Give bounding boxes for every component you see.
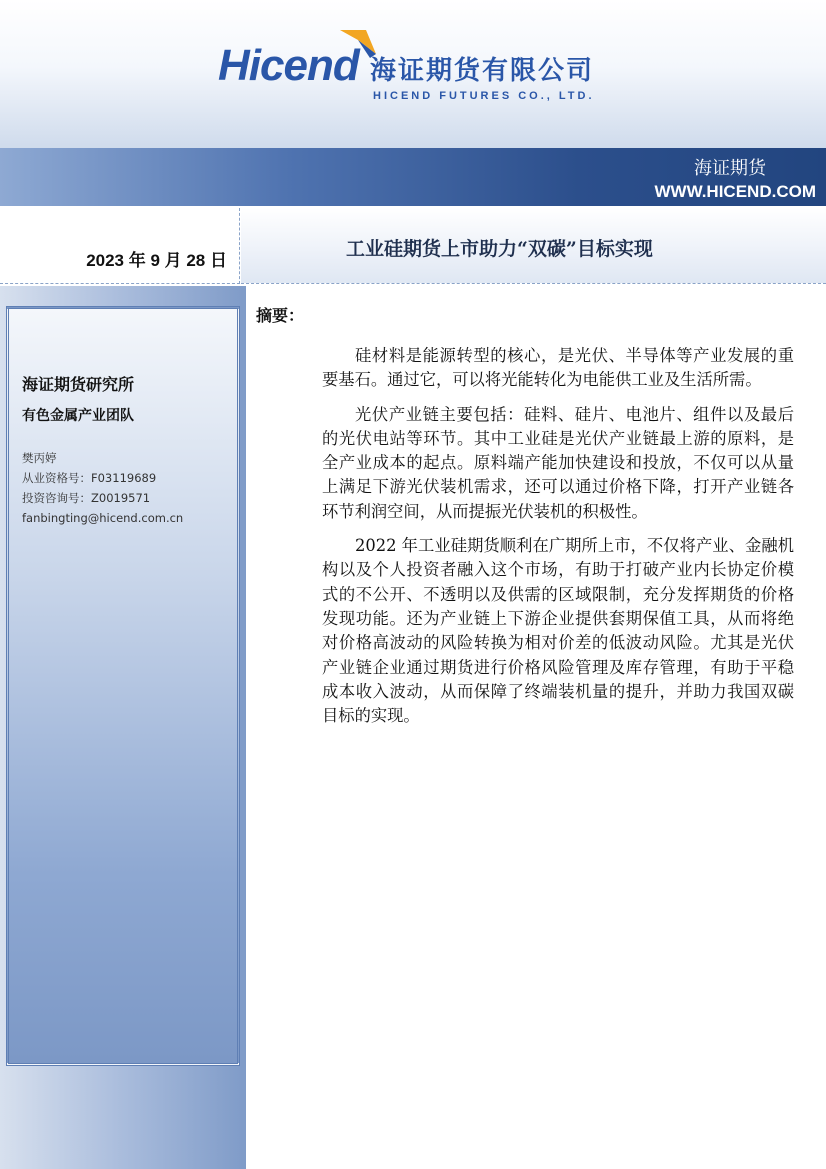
logo-subtitle: HICEND FUTURES CO., LTD. — [373, 90, 595, 102]
report-date: 2023 年 9 月 28 日 — [86, 251, 227, 270]
analyst-name: 樊丙婷 — [22, 451, 57, 465]
summary-heading: 摘要： — [256, 306, 305, 325]
analyst-info — [22, 448, 183, 528]
banner-website-link[interactable]: WWW.HICEND.COM — [654, 182, 816, 201]
logo-english-name: Hicend — [218, 41, 359, 90]
report-title-box — [241, 208, 826, 284]
sidebar-team: 有色金属产业团队 — [22, 408, 134, 424]
summary-body — [322, 344, 794, 738]
company-logo — [218, 28, 618, 108]
header-logo-band — [0, 0, 826, 148]
summary-paragraph: 硅材料是能源转型的核心，是光伏、半导体等产业发展的重要基石。通过它，可以将光能转化为电能供工业及生活所需。 — [322, 346, 794, 390]
analyst-qualification: 从业资格号：F03119689 — [22, 471, 157, 485]
summary-paragraph: 2022 年工业硅期货顺利在广期所上市，不仅将产业、金融机构以及个人投资者融入这个市场，有助于打破产业内长协定价模式的不公开、不透明以及供需的区域限制，充分发挥期货的价格发现功能。还为产业链上下游企业提供套期保值工具，从而将绝对价格高波动的风险转换为相对价差的低波动风险。尤其是光伏产业链企业通过期货进行价格风险管理及库存管理，有助于平稳成本收入波动，从而保障了终端装机量的提升，并助力我国双碳目标的实现。 — [322, 536, 794, 726]
banner-company-name: 海证期货 — [694, 158, 766, 179]
analyst-email[interactable]: fanbingting@hicend.com.cn — [22, 511, 184, 525]
sidebar-institute: 海证期货研究所 — [22, 375, 135, 394]
summary-paragraph: 光伏产业链主要包括：硅料、硅片、电池片、组件以及最后的光伏电站等环节。其中工业硅是光伏产业链最上游的原料，是全产业成本的起点。原料端产能加快建设和投放，不仅可以从量上满足下游光伏装机需求，还可以通过价格下降，打开产业链各环节利润空间，从而提振光伏装机的积极性。 — [322, 404, 794, 521]
analyst-consult-number: 投资咨询号：Z0019571 — [22, 491, 151, 505]
header-banner — [0, 148, 826, 206]
report-date-box — [0, 208, 240, 284]
report-title: 工业硅期货上市助力“双碳”目标实现 — [346, 238, 653, 260]
logo-chinese-name: 海证期货有限公司 — [370, 56, 595, 86]
